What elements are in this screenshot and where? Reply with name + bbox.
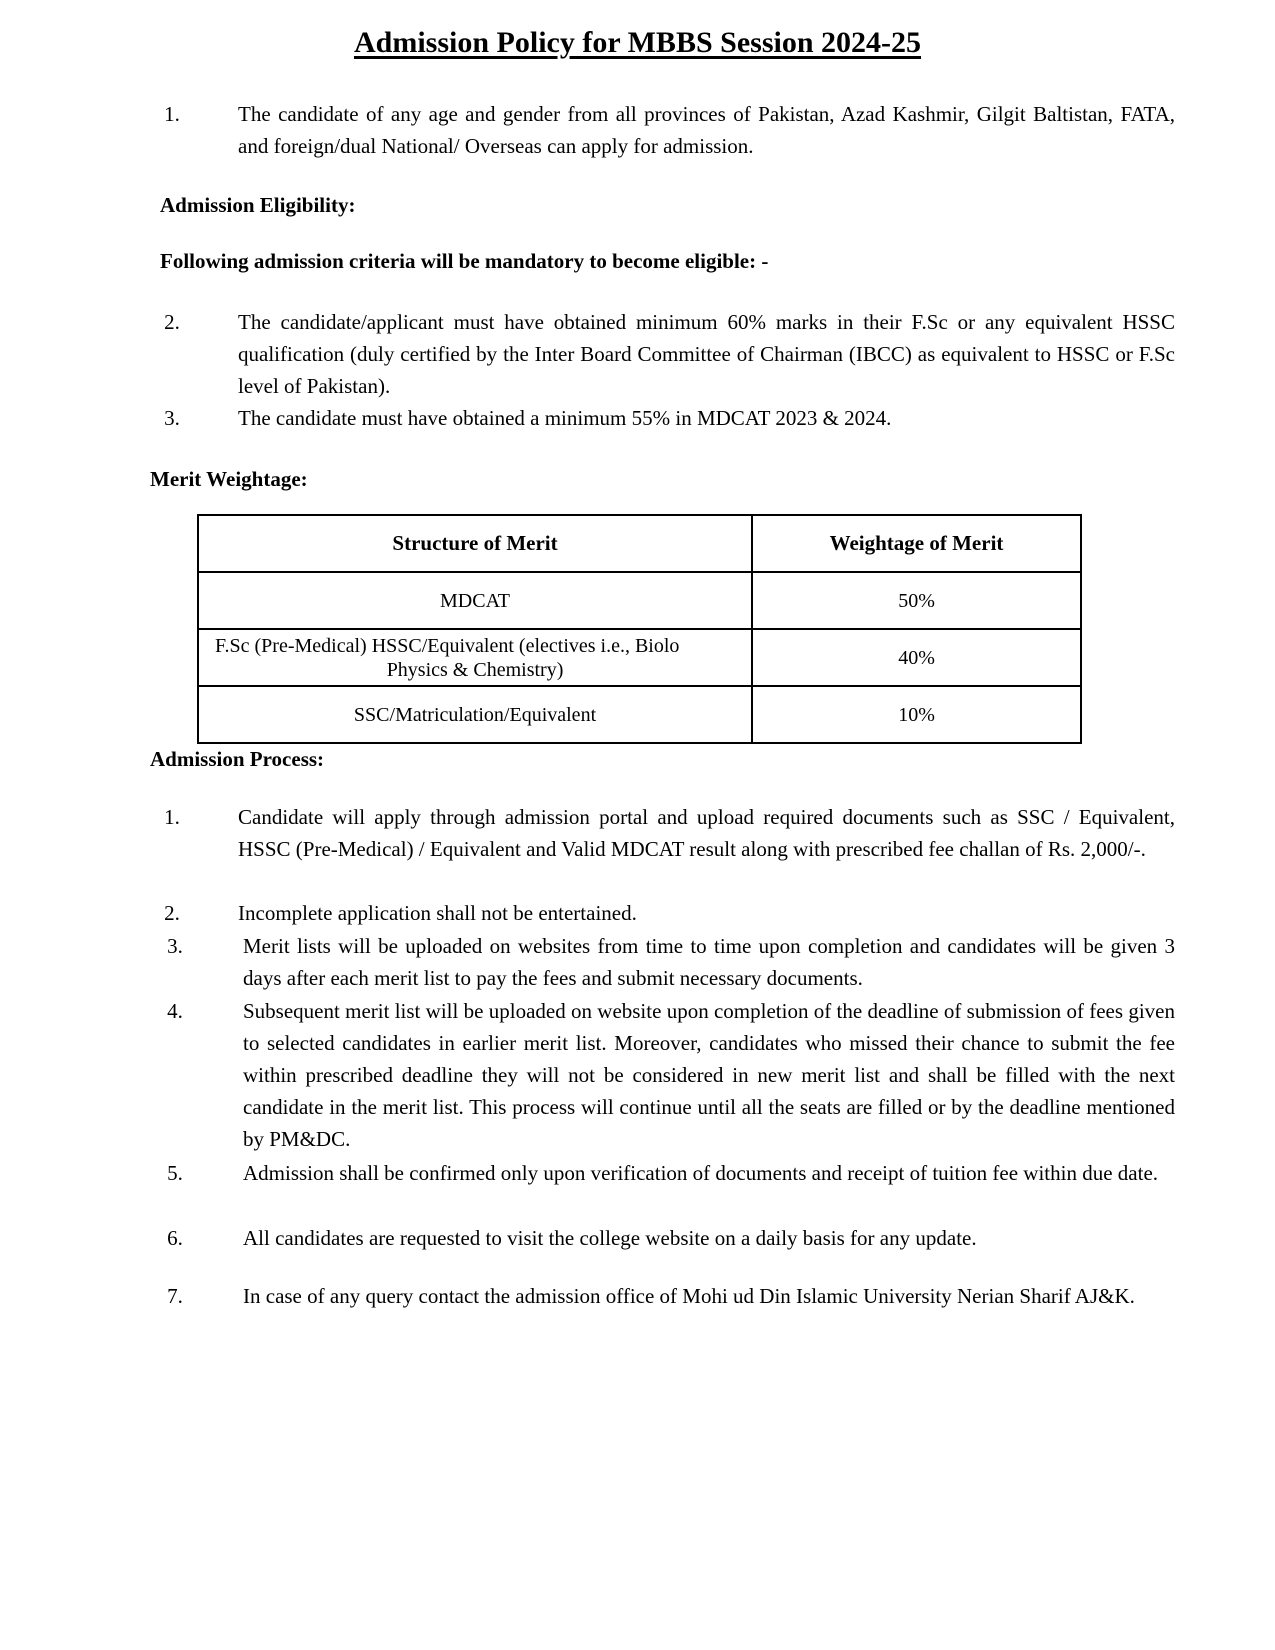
intro-list-item <box>152 98 1175 162</box>
table-row <box>198 629 1081 686</box>
table-cell-line: Physics & Chemistry) <box>386 658 564 681</box>
list-item-text: The candidate of any age and gender from all provinces of Pakistan, Azad Kashmir, Gilgit Baltistan, FATA, and foreign/dual National/ Overseas can apply for admission. <box>238 102 1175 158</box>
list-item-text: Incomplete application shall not be entertained. <box>238 901 637 925</box>
process-list-item <box>152 801 1175 865</box>
list-item-number: 1. <box>164 805 180 829</box>
eligibility-list-item <box>152 402 1175 434</box>
table-header-row <box>198 515 1081 572</box>
page-title: Admission Policy for MBBS Session 2024-25 <box>354 26 921 59</box>
list-item-text: The candidate/applicant must have obtained minimum 60% marks in their F.Sc or any equivalent HSSC qualification (duly certified by the Inter Board Committee of Chairman (IBCC) as equivalent to HSSC or F.Sc level of Pakistan). <box>238 310 1175 398</box>
eligibility-list-item <box>152 306 1175 402</box>
eligibility-heading: Admission Eligibility: <box>160 193 356 217</box>
table-cell-structure: SSC/Matriculation/Equivalent <box>198 686 752 743</box>
table-cell-weightage: 10% <box>752 686 1081 743</box>
process-list-item <box>155 930 1175 994</box>
list-item-text: Candidate will apply through admission portal and upload required documents such as SSC / Equivalent, HSSC (Pre-Medical) / Equivalent and Valid MDCAT result along with prescribed fee challan of Rs. 2,000/-. <box>238 805 1175 861</box>
process-list-item <box>155 1222 1175 1254</box>
list-item-number: 3. <box>164 406 180 430</box>
process-list-item <box>155 995 1175 1155</box>
list-item-number: 2. <box>164 901 180 925</box>
table-header-structure: Structure of Merit <box>198 515 752 572</box>
table-cell-weightage: 50% <box>752 572 1081 629</box>
list-item-number: 5. <box>167 1161 183 1185</box>
list-item-text: The candidate must have obtained a minimum 55% in MDCAT 2023 & 2024. <box>238 406 892 430</box>
list-item-number: 4. <box>167 999 183 1023</box>
list-item-text: In case of any query contact the admission office of Mohi ud Din Islamic University Nerian Sharif AJ&K. <box>243 1284 1135 1308</box>
list-item-text: Subsequent merit list will be uploaded on website upon completion of the deadline of submission of fees given to selected candidates in earlier merit list. Moreover, candidates who missed their chance to submit the fee within prescribed deadline they will not be considered in new merit list and shall be filled with the next candidate in the merit list. This process will continue until all the seats are filled or by the deadline mentioned by PM&DC. <box>243 999 1175 1151</box>
list-item-text: All candidates are requested to visit the college website on a daily basis for any update. <box>243 1226 977 1250</box>
table-header-weightage: Weightage of Merit <box>752 515 1081 572</box>
process-list-item <box>152 897 1175 929</box>
list-item-number: 7. <box>167 1284 183 1308</box>
table-row <box>198 686 1081 743</box>
table-row <box>198 572 1081 629</box>
list-item-text: Admission shall be confirmed only upon verification of documents and receipt of tuition fee within due date. <box>243 1161 1159 1185</box>
process-list-item <box>155 1280 1175 1312</box>
table-cell-weightage: 40% <box>752 629 1081 686</box>
process-list-item <box>155 1157 1175 1189</box>
table-cell-structure <box>198 629 752 686</box>
table-cell-structure: MDCAT <box>198 572 752 629</box>
list-item-number: 2. <box>164 310 180 334</box>
list-item-text: Merit lists will be uploaded on websites from time to time upon completion and candidates will be given 3 days after each merit list to pay the fees and submit necessary documents. <box>243 934 1175 990</box>
list-item-number: 1. <box>164 102 180 126</box>
eligibility-subheading: Following admission criteria will be mandatory to become eligible: - <box>160 249 769 273</box>
merit-heading: Merit Weightage: <box>150 467 308 491</box>
list-item-number: 3. <box>167 934 183 958</box>
merit-table <box>197 514 1082 744</box>
process-heading: Admission Process: <box>150 747 325 771</box>
table-cell-line: F.Sc (Pre-Medical) HSSC/Equivalent (electives i.e., Biolo <box>215 634 680 657</box>
list-item-number: 6. <box>167 1226 183 1250</box>
